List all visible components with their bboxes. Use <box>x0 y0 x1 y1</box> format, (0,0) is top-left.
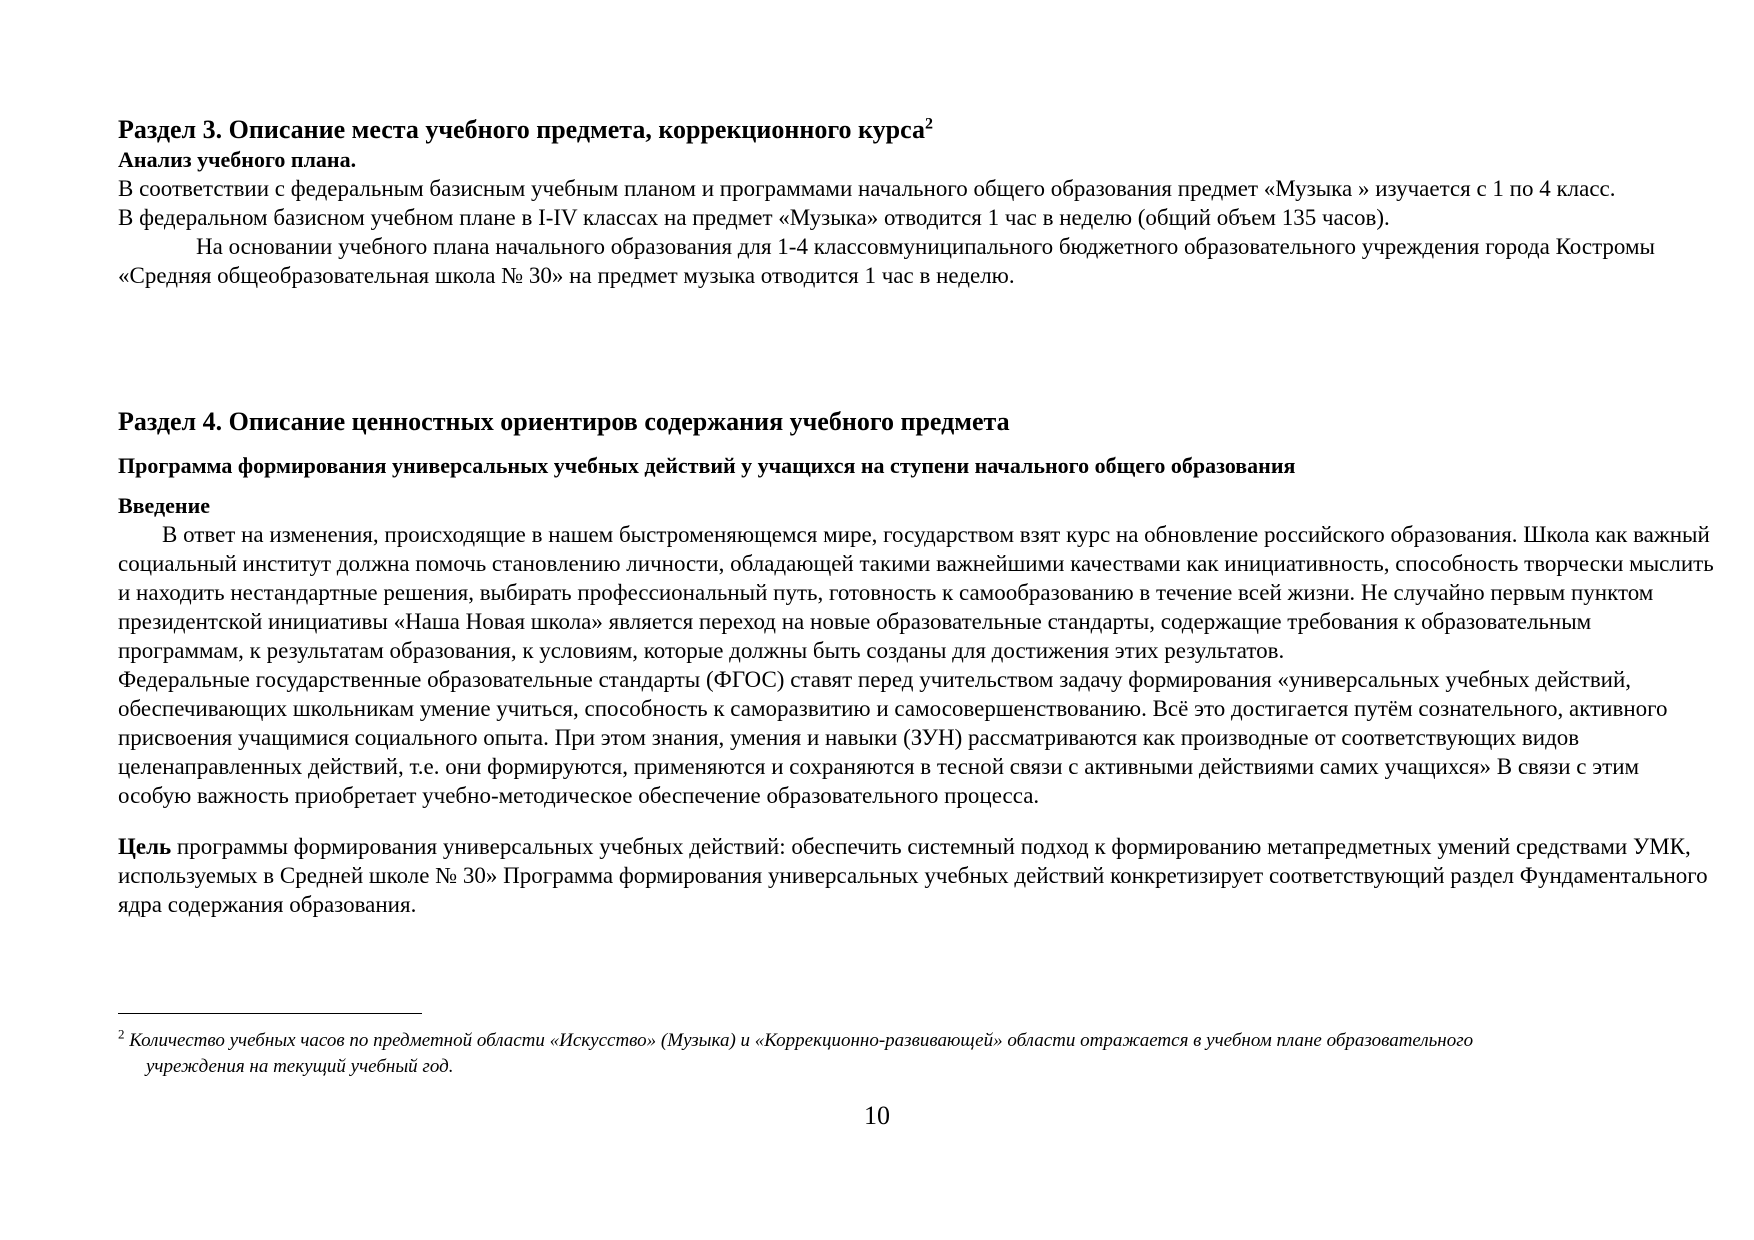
footnote-line-1 <box>118 1028 1678 1054</box>
section-3-title-text: Раздел 3. Описание места учебного предмета, коррекционного курса <box>118 115 925 144</box>
section-3-title <box>118 114 1718 146</box>
introduction-heading: Введение <box>118 493 211 518</box>
goal-paragraph <box>118 832 1718 919</box>
footnote-separator <box>118 1013 422 1014</box>
introduction-paragraph-2: Федеральные государственные образовательные стандарты (ФГОС) ставят перед учительством задачу формирования «универсальных учебных действий, обеспечивающих школьникам умение учиться, способность к саморазвитию и самосовершенствованию. Всё это достигается путём сознательного, активного присвоения учащимися социального опыта. При этом знания, умения и навыки (ЗУН) рассматриваются как производные от соответствующих видов целенаправленных действий, т.е. они формируются, применяются и сохраняются в тесной связи с активными действиями самих учащихся» В связи с этим особую важность приобретает учебно-методическое обеспечение образовательного процесса. <box>118 667 1668 808</box>
footnote-reference: 2 <box>924 115 933 133</box>
footnote <box>118 1028 1678 1080</box>
goal-text: программы формирования универсальных учебных действий: обеспечить системный подход к формированию метапредметных умений средствами УМК, используемых в Средней школе № 30» Программа формирования универсальных учебных действий конкретизирует соответствующий раздел Фундаментального ядра содержания образования. <box>118 834 1708 917</box>
program-title: Программа формирования универсальных учебных действий у учащихся на ступени начального общего образования <box>118 453 1296 478</box>
page-number: 10 <box>864 1101 890 1130</box>
footnote-mark: 2 <box>118 1026 125 1042</box>
goal-label: Цель <box>118 834 172 859</box>
footnote-line-2: учреждения на текущий учебный год. <box>146 1056 454 1077</box>
introduction-paragraph-1: В ответ на изменения, происходящие в нашем быстроменяющемся мире, государством взят курс на обновление российского образования. Школа как важный социальный институт должна помочь становлению личности, обладающей такими важнейшими качествами как инициативность, способность творчески мыслить и находить нестандартные решения, выбирать профессиональный путь, готовность к самообразованию в течение всей жизни. Не случайно первым пунктом президентской инициативы «Наша Новая школа» является переход на новые образовательные стандарты, содержащие требования к образовательным программам, к результатам образования, к условиям, которые должны быть созданы для достижения этих результатов. <box>118 522 1714 663</box>
section-3-paragraph-1: В соответствии с федеральным базисным учебным планом и программами начального общего образования предмет «Музыка » изучается с 1 по 4 класс. <box>118 176 1616 201</box>
footnote-line-1-text: Количество учебных часов по предметной области «Искусство» (Музыка) и «Коррекционно-развивающей» области отражается в учебном плане образовательного <box>124 1030 1474 1051</box>
section-4-title: Раздел 4. Описание ценностных ориентиров содержания учебного предмета <box>118 407 1010 436</box>
section-3-paragraph-2: В федеральном базисном учебном плане в I-IV классах на предмет «Музыка» отводится 1 час в неделю (общий объем 135 часов). <box>118 205 1390 230</box>
page-content <box>118 114 1718 919</box>
curriculum-analysis-heading: Анализ учебного плана. <box>118 147 357 172</box>
section-3-paragraph-3: На основании учебного плана начального образования для 1-4 классовмуниципального бюджетного образовательного учреждения города Костромы «Средняя общеобразовательная школа № 30» на предмет музыка отводится 1 час в неделю. <box>118 234 1655 288</box>
